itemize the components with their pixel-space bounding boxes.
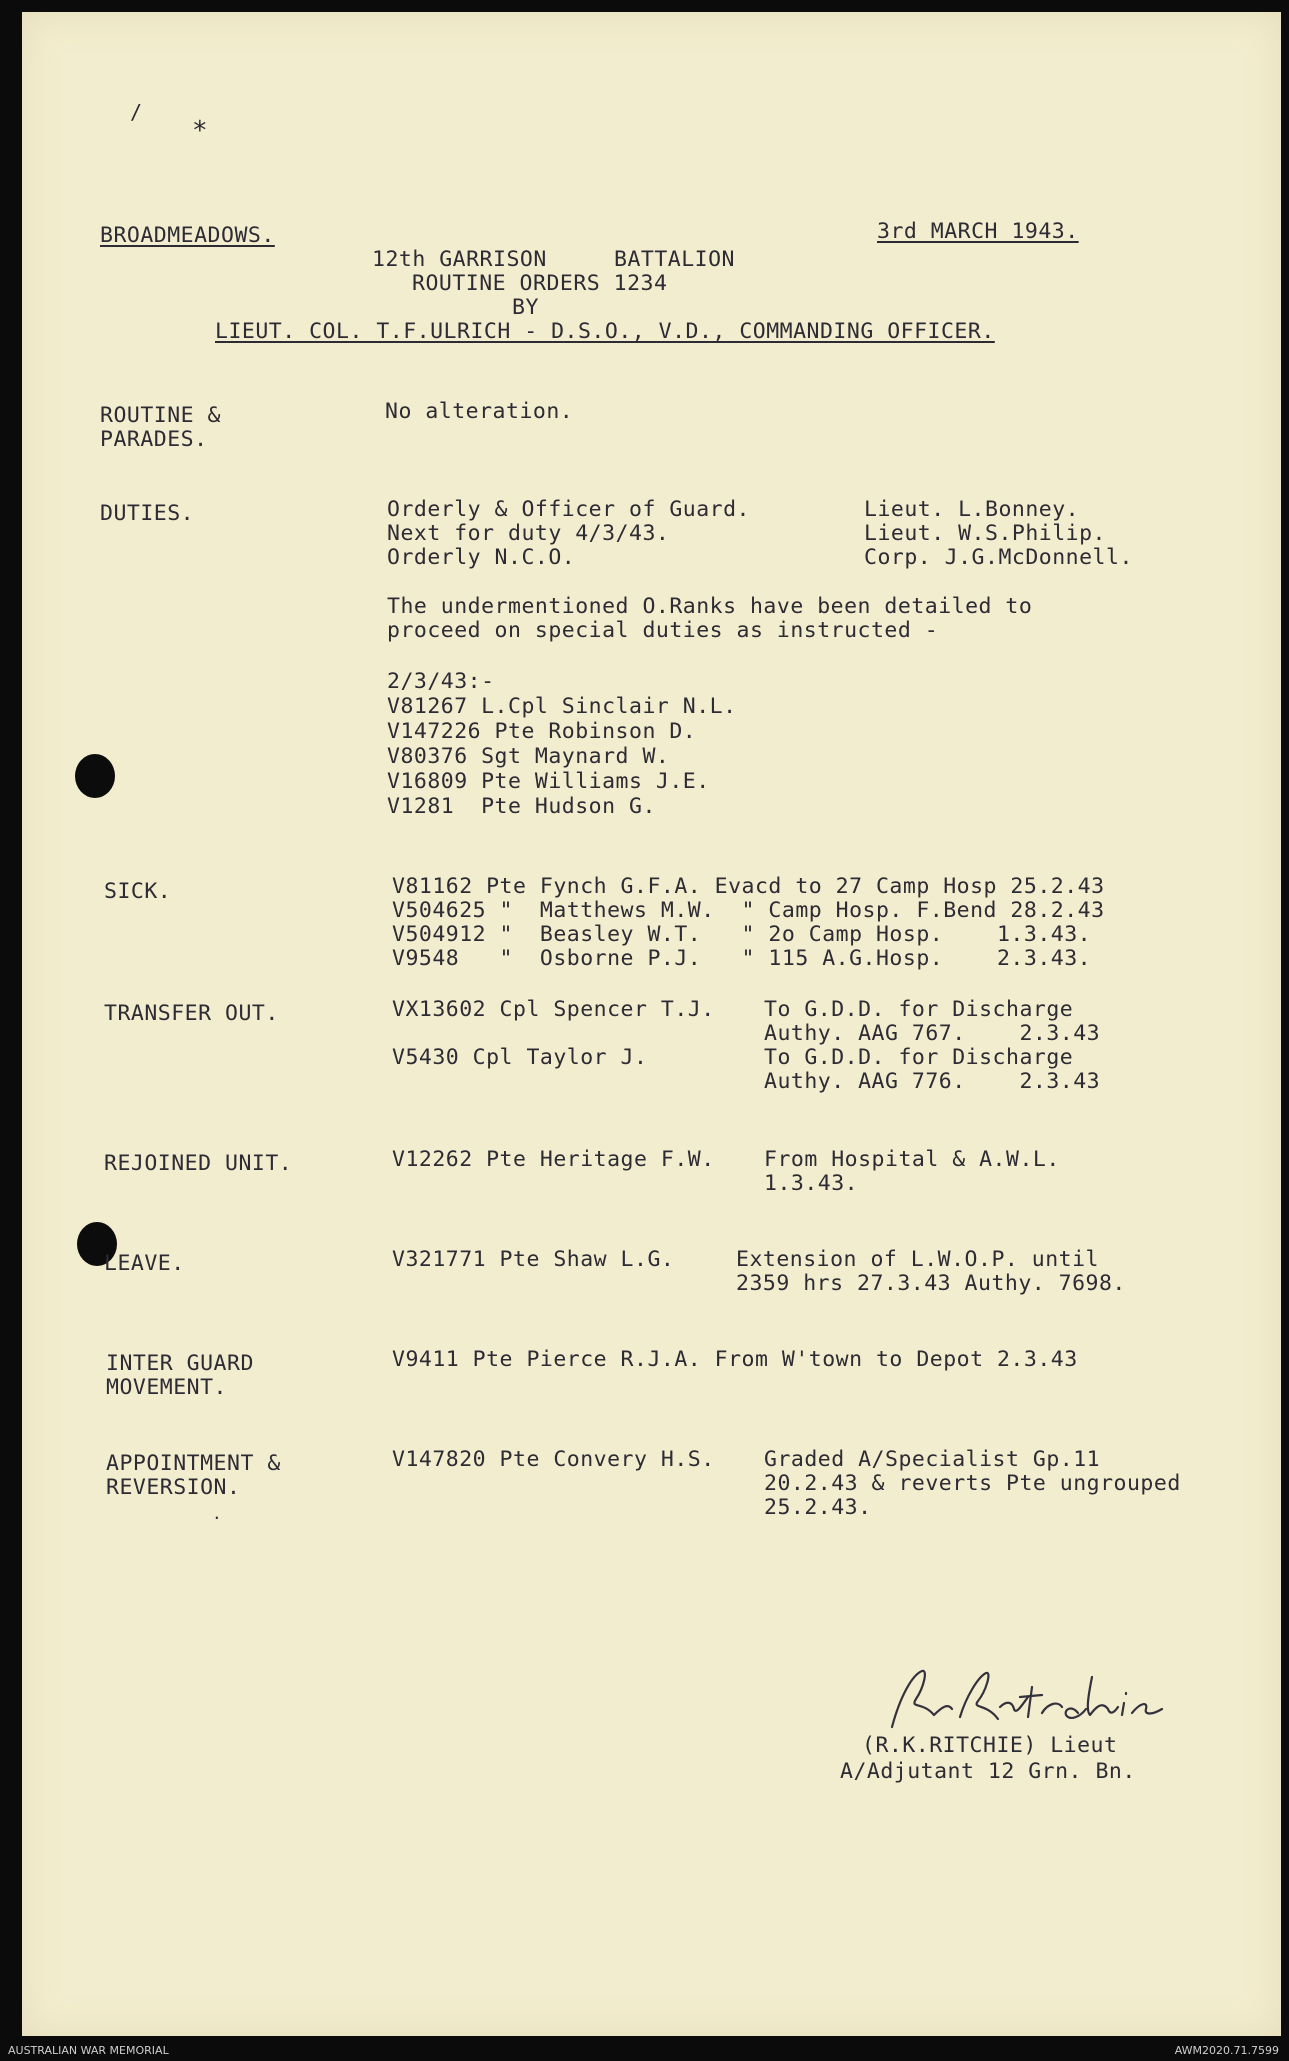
footer-source: AUSTRALIAN WAR MEMORIAL: [8, 2044, 169, 2057]
header-orders: ROUTINE ORDERS 1234: [412, 271, 668, 296]
label-rejoined-unit: REJOINED UNIT.: [104, 1151, 293, 1176]
transfer-detail: Authy. AAG 776. 2.3.43: [764, 1069, 1101, 1094]
label-parades: PARADES.: [100, 427, 208, 452]
ink-mark: /: [130, 100, 143, 124]
rejoined-detail: 1.3.43.: [764, 1171, 859, 1196]
header-commanding-officer: LIEUT. COL. T.F.ULRICH - D.S.O., V.D., COMMANDING OFFICER.: [215, 319, 995, 344]
ink-mark: .: [212, 1504, 222, 1523]
leave-name: V321771 Pte Shaw L.G.: [392, 1247, 675, 1272]
appointment-name: V147820 Pte Convery H.S.: [392, 1447, 715, 1472]
label-reversion: REVERSION.: [106, 1475, 241, 1500]
ink-mark: *: [192, 116, 208, 146]
label-transfer-out: TRANSFER OUT.: [104, 1001, 279, 1026]
appointment-detail: Graded A/Specialist Gp.11: [764, 1447, 1101, 1472]
duties-paragraph-line: proceed on special duties as instructed -: [387, 618, 939, 643]
label-duties: DUTIES.: [100, 501, 195, 526]
header-location: BROADMEADOWS.: [100, 223, 275, 248]
sick-row: V504625 " Matthews M.W. " Camp Hosp. F.Bend 28.2.43: [392, 898, 1105, 923]
transfer-name: VX13602 Cpl Spencer T.J.: [392, 997, 715, 1022]
label-sick: SICK.: [104, 879, 172, 904]
duty-row-right: Lieut. L.Bonney.: [864, 497, 1080, 522]
sick-row: V9548 " Osborne P.J. " 115 A.G.Hosp. 2.3.43.: [392, 946, 1092, 971]
document-page: [22, 12, 1281, 2036]
header-unit: 12th GARRISON BATTALION: [372, 247, 735, 272]
duties-list-item: V16809 Pte Williams J.E.: [387, 769, 710, 794]
label-appointment: APPOINTMENT &: [106, 1451, 281, 1476]
label-movement: MOVEMENT.: [106, 1375, 227, 1400]
transfer-detail: Authy. AAG 767. 2.3.43: [764, 1021, 1101, 1046]
transfer-detail: To G.D.D. for Discharge: [764, 997, 1074, 1022]
header-by: BY: [512, 295, 539, 320]
handwritten-signature: [882, 1657, 1182, 1737]
appointment-detail: 25.2.43.: [764, 1495, 872, 1520]
duties-list-item: V80376 Sgt Maynard W.: [387, 744, 670, 769]
sick-row: V504912 " Beasley W.T. " 2o Camp Hosp. 1.3.43.: [392, 922, 1092, 947]
duties-paragraph-line: The undermentioned O.Ranks have been detailed to: [387, 594, 1033, 619]
routine-text: No alteration.: [385, 399, 574, 424]
leave-detail: Extension of L.W.O.P. until: [736, 1247, 1099, 1272]
duty-row-right: Corp. J.G.McDonnell.: [864, 545, 1133, 570]
duties-list-item: V81267 L.Cpl Sinclair N.L.: [387, 694, 737, 719]
signature-name: (R.K.RITCHIE) Lieut: [862, 1733, 1118, 1758]
duty-row-left: Orderly N.C.O.: [387, 545, 576, 570]
sick-row: V81162 Pte Fynch G.F.A. Evacd to 27 Camp Hosp 25.2.43: [392, 874, 1105, 899]
punch-hole: [75, 754, 115, 798]
label-inter-guard: INTER GUARD: [106, 1351, 254, 1376]
duties-list-item: V1281 Pte Hudson G.: [387, 794, 656, 819]
appointment-detail: 20.2.43 & reverts Pte ungrouped: [764, 1471, 1181, 1496]
signature-title: A/Adjutant 12 Grn. Bn.: [840, 1759, 1136, 1784]
footer-reference: AWM2020.71.7599: [1174, 2044, 1279, 2057]
duty-row-left: Next for duty 4/3/43.: [387, 521, 670, 546]
rejoined-detail: From Hospital & A.W.L.: [764, 1147, 1060, 1172]
transfer-detail: To G.D.D. for Discharge: [764, 1045, 1074, 1070]
duties-list-date: 2/3/43:-: [387, 669, 495, 694]
label-leave: LEAVE.: [104, 1251, 185, 1276]
rejoined-name: V12262 Pte Heritage F.W.: [392, 1147, 715, 1172]
transfer-name: V5430 Cpl Taylor J.: [392, 1045, 648, 1070]
duty-row-left: Orderly & Officer of Guard.: [387, 497, 750, 522]
duty-row-right: Lieut. W.S.Philip.: [864, 521, 1106, 546]
header-date: 3rd MARCH 1943.: [877, 219, 1079, 244]
leave-detail: 2359 hrs 27.3.43 Authy. 7698.: [736, 1271, 1126, 1296]
label-routine: ROUTINE &: [100, 403, 221, 428]
inter-guard-text: V9411 Pte Pierce R.J.A. From W'town to Depot 2.3.43: [392, 1347, 1078, 1372]
duties-list-item: V147226 Pte Robinson D.: [387, 719, 697, 744]
